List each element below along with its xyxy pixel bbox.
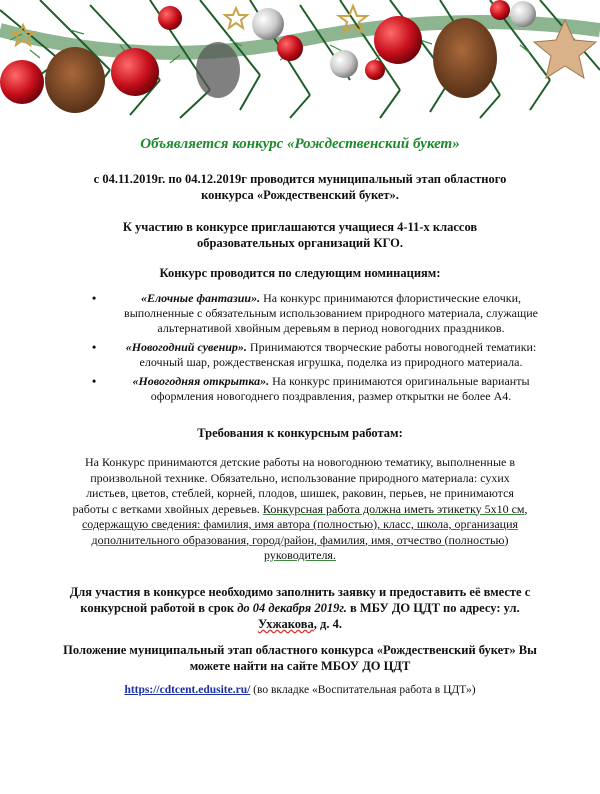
pinecone-right xyxy=(433,18,497,98)
nominations-list xyxy=(0,291,600,404)
red-bauble xyxy=(365,60,385,80)
nomination-text: На конкурс принимаются оригинальные варианты оформления новогоднего поздравления, размер открытки не более А4. xyxy=(150,374,530,403)
regulations-paragraph: Положение муниципальный этап областного конкурса «Рождественский букет» Вы можете найти на сайте МБОУ ДО ЦДТ xyxy=(63,642,537,673)
christmas-garland-decoration xyxy=(0,0,600,120)
red-bauble xyxy=(158,6,182,30)
red-bauble xyxy=(111,48,159,96)
website-note: (во вкладке «Воспитательная работа в ЦДТ») xyxy=(253,683,476,696)
nomination-name: «Новогодний сувенир». xyxy=(125,340,247,354)
apply-deadline: до 04 декабря 2019г. xyxy=(237,600,347,615)
pinecone-left xyxy=(45,47,105,113)
nomination-name: «Новогодняя открытка». xyxy=(132,374,270,388)
requirements-paragraph xyxy=(72,455,528,564)
nominations-heading: Конкурс проводится по следующим номинациям: xyxy=(159,266,441,280)
bullet-icon: • xyxy=(92,291,97,305)
list-item xyxy=(92,340,552,370)
website-line xyxy=(0,684,600,696)
red-bauble xyxy=(490,0,510,20)
nomination-text: На конкурс принимаются флористические елочки, выполненные с обязательным использованием природного материала, служащие альтернативой хвойным деревьям в период новогодних праздников. xyxy=(124,291,538,335)
dates-description: проводится муниципальный этап областного конкурса «Рождественский букет». xyxy=(201,172,507,202)
apply-text-2: в МБУ ДО ЦДТ по адресу: ул. xyxy=(350,600,520,615)
bullet-icon: • xyxy=(92,340,97,354)
apply-street: Ухжакова xyxy=(258,616,314,631)
website-link[interactable]: https://cdtcent.edusite.ru/ xyxy=(124,683,251,696)
requirements-label-text: Конкурсная работа должна иметь этикетку 5х10 см, содержащую сведения: фамилия, имя автора (полностью), класс, школа, организация дополнительного образования, город/район, фамилия, имя, отчество (полностью) руководителя. xyxy=(81,501,528,562)
page-title: Объявляется конкурс «Рождественский букет» xyxy=(140,136,460,152)
nomination-name: «Елочные фантазии». xyxy=(140,291,261,305)
date-to: по 04.12.2019г xyxy=(168,172,247,186)
requirements-heading: Требования к конкурсным работам: xyxy=(197,426,403,440)
silver-bauble xyxy=(510,1,536,27)
silver-bauble xyxy=(252,8,284,40)
list-item xyxy=(92,291,552,336)
date-from: с 04.11.2019г. xyxy=(93,172,166,186)
application-paragraph xyxy=(50,584,550,632)
apply-text-1: Для участия в конкурсе необходимо заполнить заявку и предоставить её вместе с конкурсной работой в срок xyxy=(69,584,531,615)
dates-paragraph xyxy=(70,171,530,203)
invite-paragraph: К участию в конкурсе приглашаются учащиеся 4-11-х классов образовательных организаций КГО. xyxy=(122,220,478,250)
silver-bauble xyxy=(330,50,358,78)
red-bauble xyxy=(277,35,303,61)
requirements-text: На Конкурс принимаются детские работы на новогоднюю тематику, выполненные в произвольной технике. Обязательно, использование природного материала: сухих листьев, цветов, стеблей, корней, плодов, шишек, раковин, перьев, не принимаются работы с ветками хвойных деревьев. xyxy=(72,455,516,516)
apply-text-3: , д. 4. xyxy=(313,616,342,631)
red-bauble xyxy=(374,16,422,64)
pinecone-dark xyxy=(196,42,240,98)
list-item xyxy=(92,374,552,404)
red-bauble xyxy=(0,60,44,104)
announcement-body xyxy=(0,128,600,696)
bullet-icon: • xyxy=(92,374,97,388)
nomination-text: Принимаются творческие работы новогодней тематики: елочный шар, рождественская игрушка, поделка из природного материала. xyxy=(139,340,537,369)
